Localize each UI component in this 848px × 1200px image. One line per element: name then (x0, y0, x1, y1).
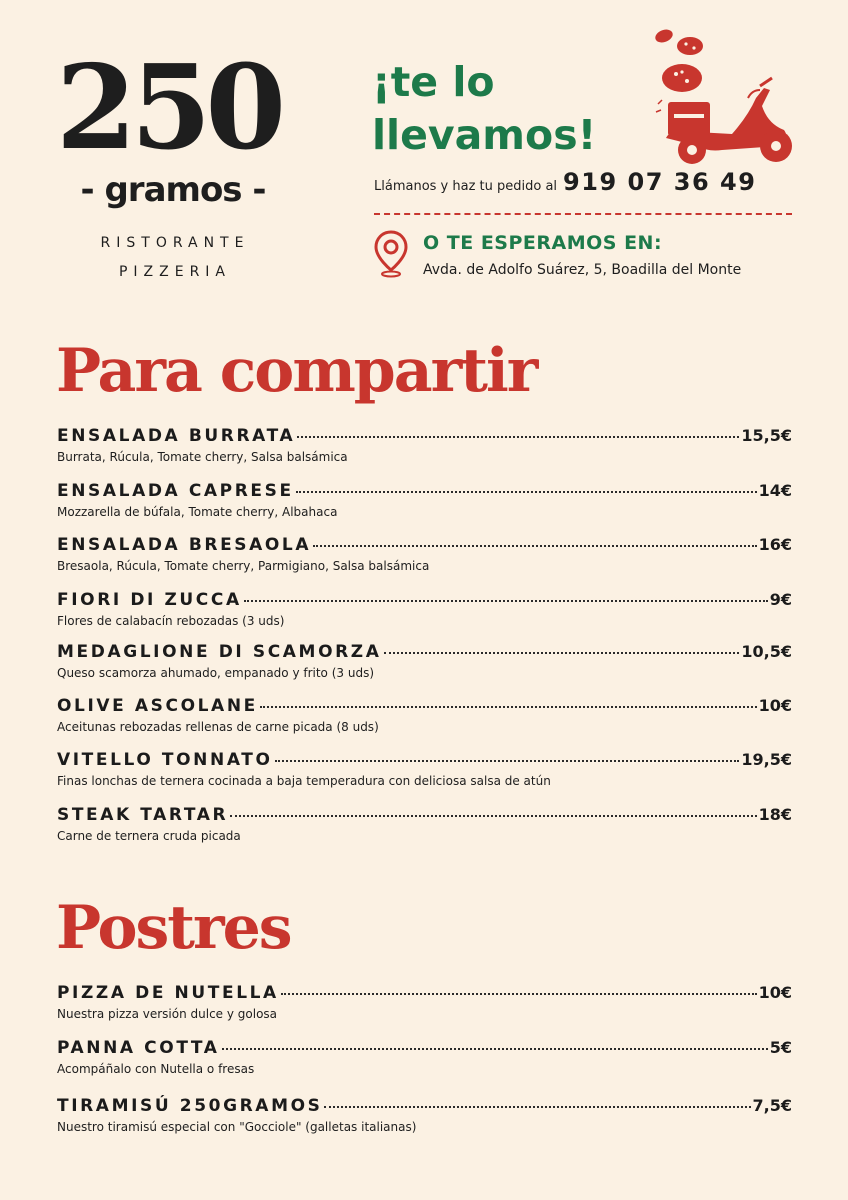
menu-item-description: Mozzarella de búfala, Tomate cherry, Albahaca (57, 505, 338, 519)
order-line (374, 168, 794, 196)
menu-item-name: VITELLO TONNATO (57, 750, 273, 770)
menu-item (57, 642, 792, 680)
logo-subtitle-pizzeria: PIZZERIA (118, 264, 232, 280)
menu-item-name: FIORI DI ZUCCA (57, 590, 242, 610)
dot-leader (324, 1102, 750, 1108)
menu-item (57, 1038, 792, 1076)
menu-item-price: 16€ (758, 535, 792, 554)
phone-number[interactable]: 919 07 36 49 (563, 168, 757, 196)
dot-leader (222, 1044, 768, 1050)
section-title-postres: Postres (56, 893, 291, 963)
location-pin-icon (374, 230, 408, 278)
menu-item-description: Nuestra pizza versión dulce y golosa (57, 1007, 278, 1021)
menu-item-description: Burrata, Rúcula, Tomate cherry, Salsa balsámica (57, 450, 348, 464)
menu-item-description: Nuestro tiramisú especial con "Gocciole" (galletas italianas) (57, 1120, 417, 1134)
dot-leader (275, 756, 740, 762)
tagline-line-2: llevamos! (372, 111, 597, 159)
menu-item-description: Acompáñalo con Nutella o fresas (57, 1062, 255, 1076)
logo-subtitle-ristorante: RISTORANTE (100, 235, 250, 251)
menu-item-description: Flores de calabacín rebozadas (3 uds) (57, 614, 285, 628)
menu-item-price: 9€ (769, 590, 792, 609)
menu-item-price: 19,5€ (741, 750, 792, 769)
section-title-para-compartir: Para compartir (56, 336, 537, 406)
menu-item-name: PANNA COTTA (57, 1038, 220, 1058)
order-text: Llámanos y haz tu pedido al (374, 179, 558, 194)
menu-item-description: Aceitunas rebozadas rellenas de carne picada (8 uds) (57, 720, 379, 734)
menu-item-name: STEAK TARTAR (57, 805, 229, 825)
dot-leader (384, 648, 740, 654)
menu-item-name: PIZZA DE NUTELLA (57, 983, 279, 1003)
menu-item-description: Queso scamorza ahumado, empanado y frito (3 uds) (57, 666, 375, 680)
dot-leader (313, 541, 756, 547)
dot-leader (296, 487, 757, 493)
dot-leader (260, 702, 757, 708)
menu-item-description: Bresaola, Rúcula, Tomate cherry, Parmigiano, Salsa balsámica (57, 559, 430, 573)
menu-item-name: ENSALADA BRESAOLA (57, 535, 312, 555)
dot-leader (297, 432, 739, 438)
menu-item (57, 535, 792, 573)
menu-item (57, 481, 792, 519)
menu-item-price: 15,5€ (741, 426, 792, 445)
menu-item-description: Carne de ternera cruda picada (57, 829, 241, 843)
menu-item-price: 14€ (758, 481, 792, 500)
menu-item-price: 10€ (758, 983, 792, 1002)
delivery-tagline (372, 56, 596, 162)
menu-item (57, 1096, 792, 1134)
menu-item-price: 10,5€ (741, 642, 792, 661)
menu-item (57, 983, 792, 1021)
dashed-divider (374, 213, 792, 215)
dot-leader (244, 596, 768, 602)
menu-item-price: 18€ (758, 805, 792, 824)
menu-item (57, 696, 792, 734)
menu-item-name: MEDAGLIONE DI SCAMORZA (57, 642, 382, 662)
location-title: O TE ESPERAMOS EN: (423, 232, 663, 254)
dot-leader (281, 989, 757, 995)
menu-item (57, 590, 792, 628)
menu-item (57, 750, 792, 788)
menu-item (57, 426, 792, 464)
menu-item-description: Finas lonchas de ternera cocinada a baja temperadura con deliciosa salsa de atún (57, 774, 551, 788)
tagline-line-1: ¡te lo (372, 58, 495, 106)
dot-leader (230, 811, 756, 817)
menu-item-name: OLIVE ASCOLANE (57, 696, 258, 716)
menu-item (57, 805, 792, 843)
menu-item-price: 5€ (769, 1038, 792, 1057)
menu-item-price: 10€ (758, 696, 792, 715)
logo-word: - gramos - (80, 170, 266, 210)
restaurant-address: Avda. de Adolfo Suárez, 5, Boadilla del Monte (423, 262, 742, 278)
menu-item-name: ENSALADA CAPRESE (57, 481, 294, 501)
logo-number: 250 (56, 40, 281, 176)
menu-item-name: ENSALADA BURRATA (57, 426, 296, 446)
scooter-pizza-icon (652, 26, 802, 171)
menu-item-price: 7,5€ (752, 1096, 792, 1115)
menu-item-name: TIRAMISÚ 250GRAMOS (57, 1096, 323, 1116)
